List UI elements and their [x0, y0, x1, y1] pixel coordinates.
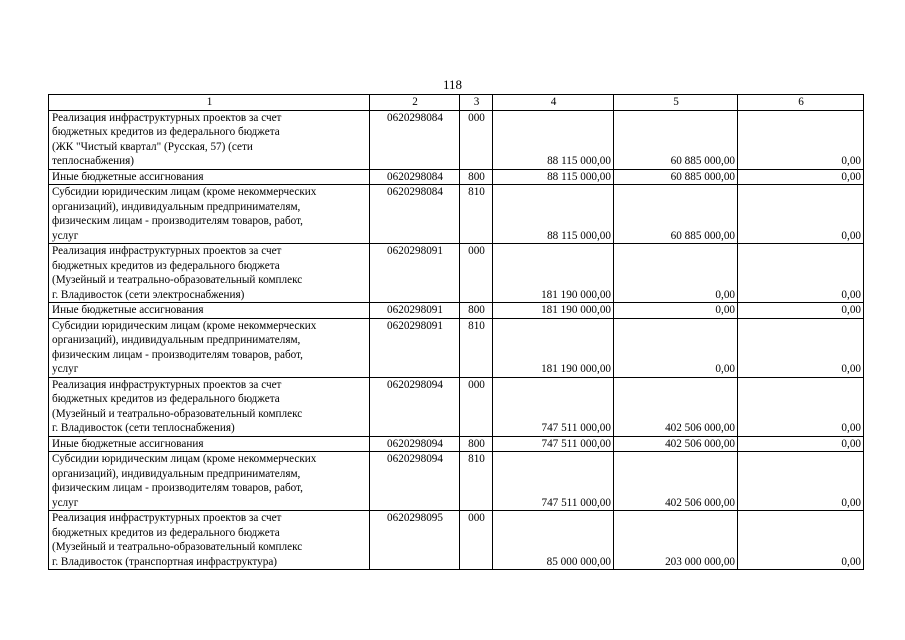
table-row	[49, 185, 864, 244]
row-name: Реализация инфраструктурных проектов за счет бюджетных кредитов из федерального бюджета (Музейный и театрально-образовательный комплекс г. Владивосток (транспортная инфраструктура)	[49, 511, 370, 570]
row-code: 0620298091	[370, 318, 460, 377]
row-amount-4: 85 000 000,00	[493, 511, 614, 570]
row-expense-type: 810	[460, 452, 493, 511]
row-expense-type: 810	[460, 185, 493, 244]
budget-table	[48, 94, 864, 570]
column-header-5: 5	[614, 95, 738, 111]
row-amount-4: 747 511 000,00	[493, 377, 614, 436]
column-header-3: 3	[460, 95, 493, 111]
column-header-4: 4	[493, 95, 614, 111]
row-expense-type: 800	[460, 436, 493, 452]
row-amount-6: 0,00	[738, 511, 864, 570]
row-amount-5: 0,00	[614, 318, 738, 377]
row-name: Реализация инфраструктурных проектов за счет бюджетных кредитов из федерального бюджета (Музейный и театрально-образовательный комплекс г. Владивосток (сети электроснабжения)	[49, 244, 370, 303]
row-amount-4: 181 190 000,00	[493, 318, 614, 377]
row-code: 0620298091	[370, 244, 460, 303]
row-amount-6: 0,00	[738, 436, 864, 452]
row-name: Иные бюджетные ассигнования	[49, 169, 370, 185]
row-amount-4: 88 115 000,00	[493, 185, 614, 244]
row-expense-type: 810	[460, 318, 493, 377]
row-name: Иные бюджетные ассигнования	[49, 303, 370, 319]
row-amount-6: 0,00	[738, 377, 864, 436]
table-row	[49, 110, 864, 169]
row-name: Субсидии юридическим лицам (кроме некоммерческих организаций), индивидуальным предпринимателям, физическим лицам - производителям товаров, работ, услуг	[49, 452, 370, 511]
row-amount-6: 0,00	[738, 452, 864, 511]
table-row	[49, 303, 864, 319]
row-amount-4: 88 115 000,00	[493, 110, 614, 169]
row-name: Реализация инфраструктурных проектов за счет бюджетных кредитов из федерального бюджета (ЖК "Чистый квартал" (Русская, 57) (сети теплоснабжения)	[49, 110, 370, 169]
row-expense-type: 000	[460, 110, 493, 169]
row-name: Реализация инфраструктурных проектов за счет бюджетных кредитов из федерального бюджета (Музейный и театрально-образовательный комплекс г. Владивосток (сети теплоснабжения)	[49, 377, 370, 436]
row-amount-5: 402 506 000,00	[614, 452, 738, 511]
table-row	[49, 169, 864, 185]
column-header-2: 2	[370, 95, 460, 111]
row-amount-4: 747 511 000,00	[493, 436, 614, 452]
table-row	[49, 318, 864, 377]
row-amount-5: 0,00	[614, 303, 738, 319]
row-expense-type: 800	[460, 303, 493, 319]
row-amount-6: 0,00	[738, 244, 864, 303]
row-amount-6: 0,00	[738, 185, 864, 244]
row-expense-type: 000	[460, 511, 493, 570]
row-expense-type: 000	[460, 244, 493, 303]
row-code: 0620298095	[370, 511, 460, 570]
row-amount-4: 181 190 000,00	[493, 303, 614, 319]
row-amount-5: 0,00	[614, 244, 738, 303]
row-code: 0620298094	[370, 436, 460, 452]
row-amount-5: 402 506 000,00	[614, 436, 738, 452]
row-code: 0620298091	[370, 303, 460, 319]
row-code: 0620298084	[370, 169, 460, 185]
table-row	[49, 436, 864, 452]
table-row	[49, 452, 864, 511]
row-expense-type: 000	[460, 377, 493, 436]
row-code: 0620298084	[370, 110, 460, 169]
row-code: 0620298094	[370, 452, 460, 511]
row-amount-4: 181 190 000,00	[493, 244, 614, 303]
row-amount-5: 60 885 000,00	[614, 185, 738, 244]
row-amount-4: 747 511 000,00	[493, 452, 614, 511]
column-header-1: 1	[49, 95, 370, 111]
row-name: Субсидии юридическим лицам (кроме некоммерческих организаций), индивидуальным предпринимателям, физическим лицам - производителям товаров, работ, услуг	[49, 318, 370, 377]
row-amount-5: 60 885 000,00	[614, 169, 738, 185]
table-row	[49, 377, 864, 436]
row-amount-5: 402 506 000,00	[614, 377, 738, 436]
row-code: 0620298084	[370, 185, 460, 244]
row-name: Субсидии юридическим лицам (кроме некоммерческих организаций), индивидуальным предпринимателям, физическим лицам - производителям товаров, работ, услуг	[49, 185, 370, 244]
row-expense-type: 800	[460, 169, 493, 185]
row-amount-6: 0,00	[738, 303, 864, 319]
row-amount-5: 203 000 000,00	[614, 511, 738, 570]
column-header-row	[49, 95, 864, 111]
column-header-6: 6	[738, 95, 864, 111]
table-row	[49, 244, 864, 303]
row-amount-6: 0,00	[738, 169, 864, 185]
row-name: Иные бюджетные ассигнования	[49, 436, 370, 452]
row-code: 0620298094	[370, 377, 460, 436]
row-amount-6: 0,00	[738, 318, 864, 377]
row-amount-5: 60 885 000,00	[614, 110, 738, 169]
row-amount-4: 88 115 000,00	[493, 169, 614, 185]
page-number: 118	[442, 77, 463, 92]
table-row	[49, 511, 864, 570]
row-amount-6: 0,00	[738, 110, 864, 169]
